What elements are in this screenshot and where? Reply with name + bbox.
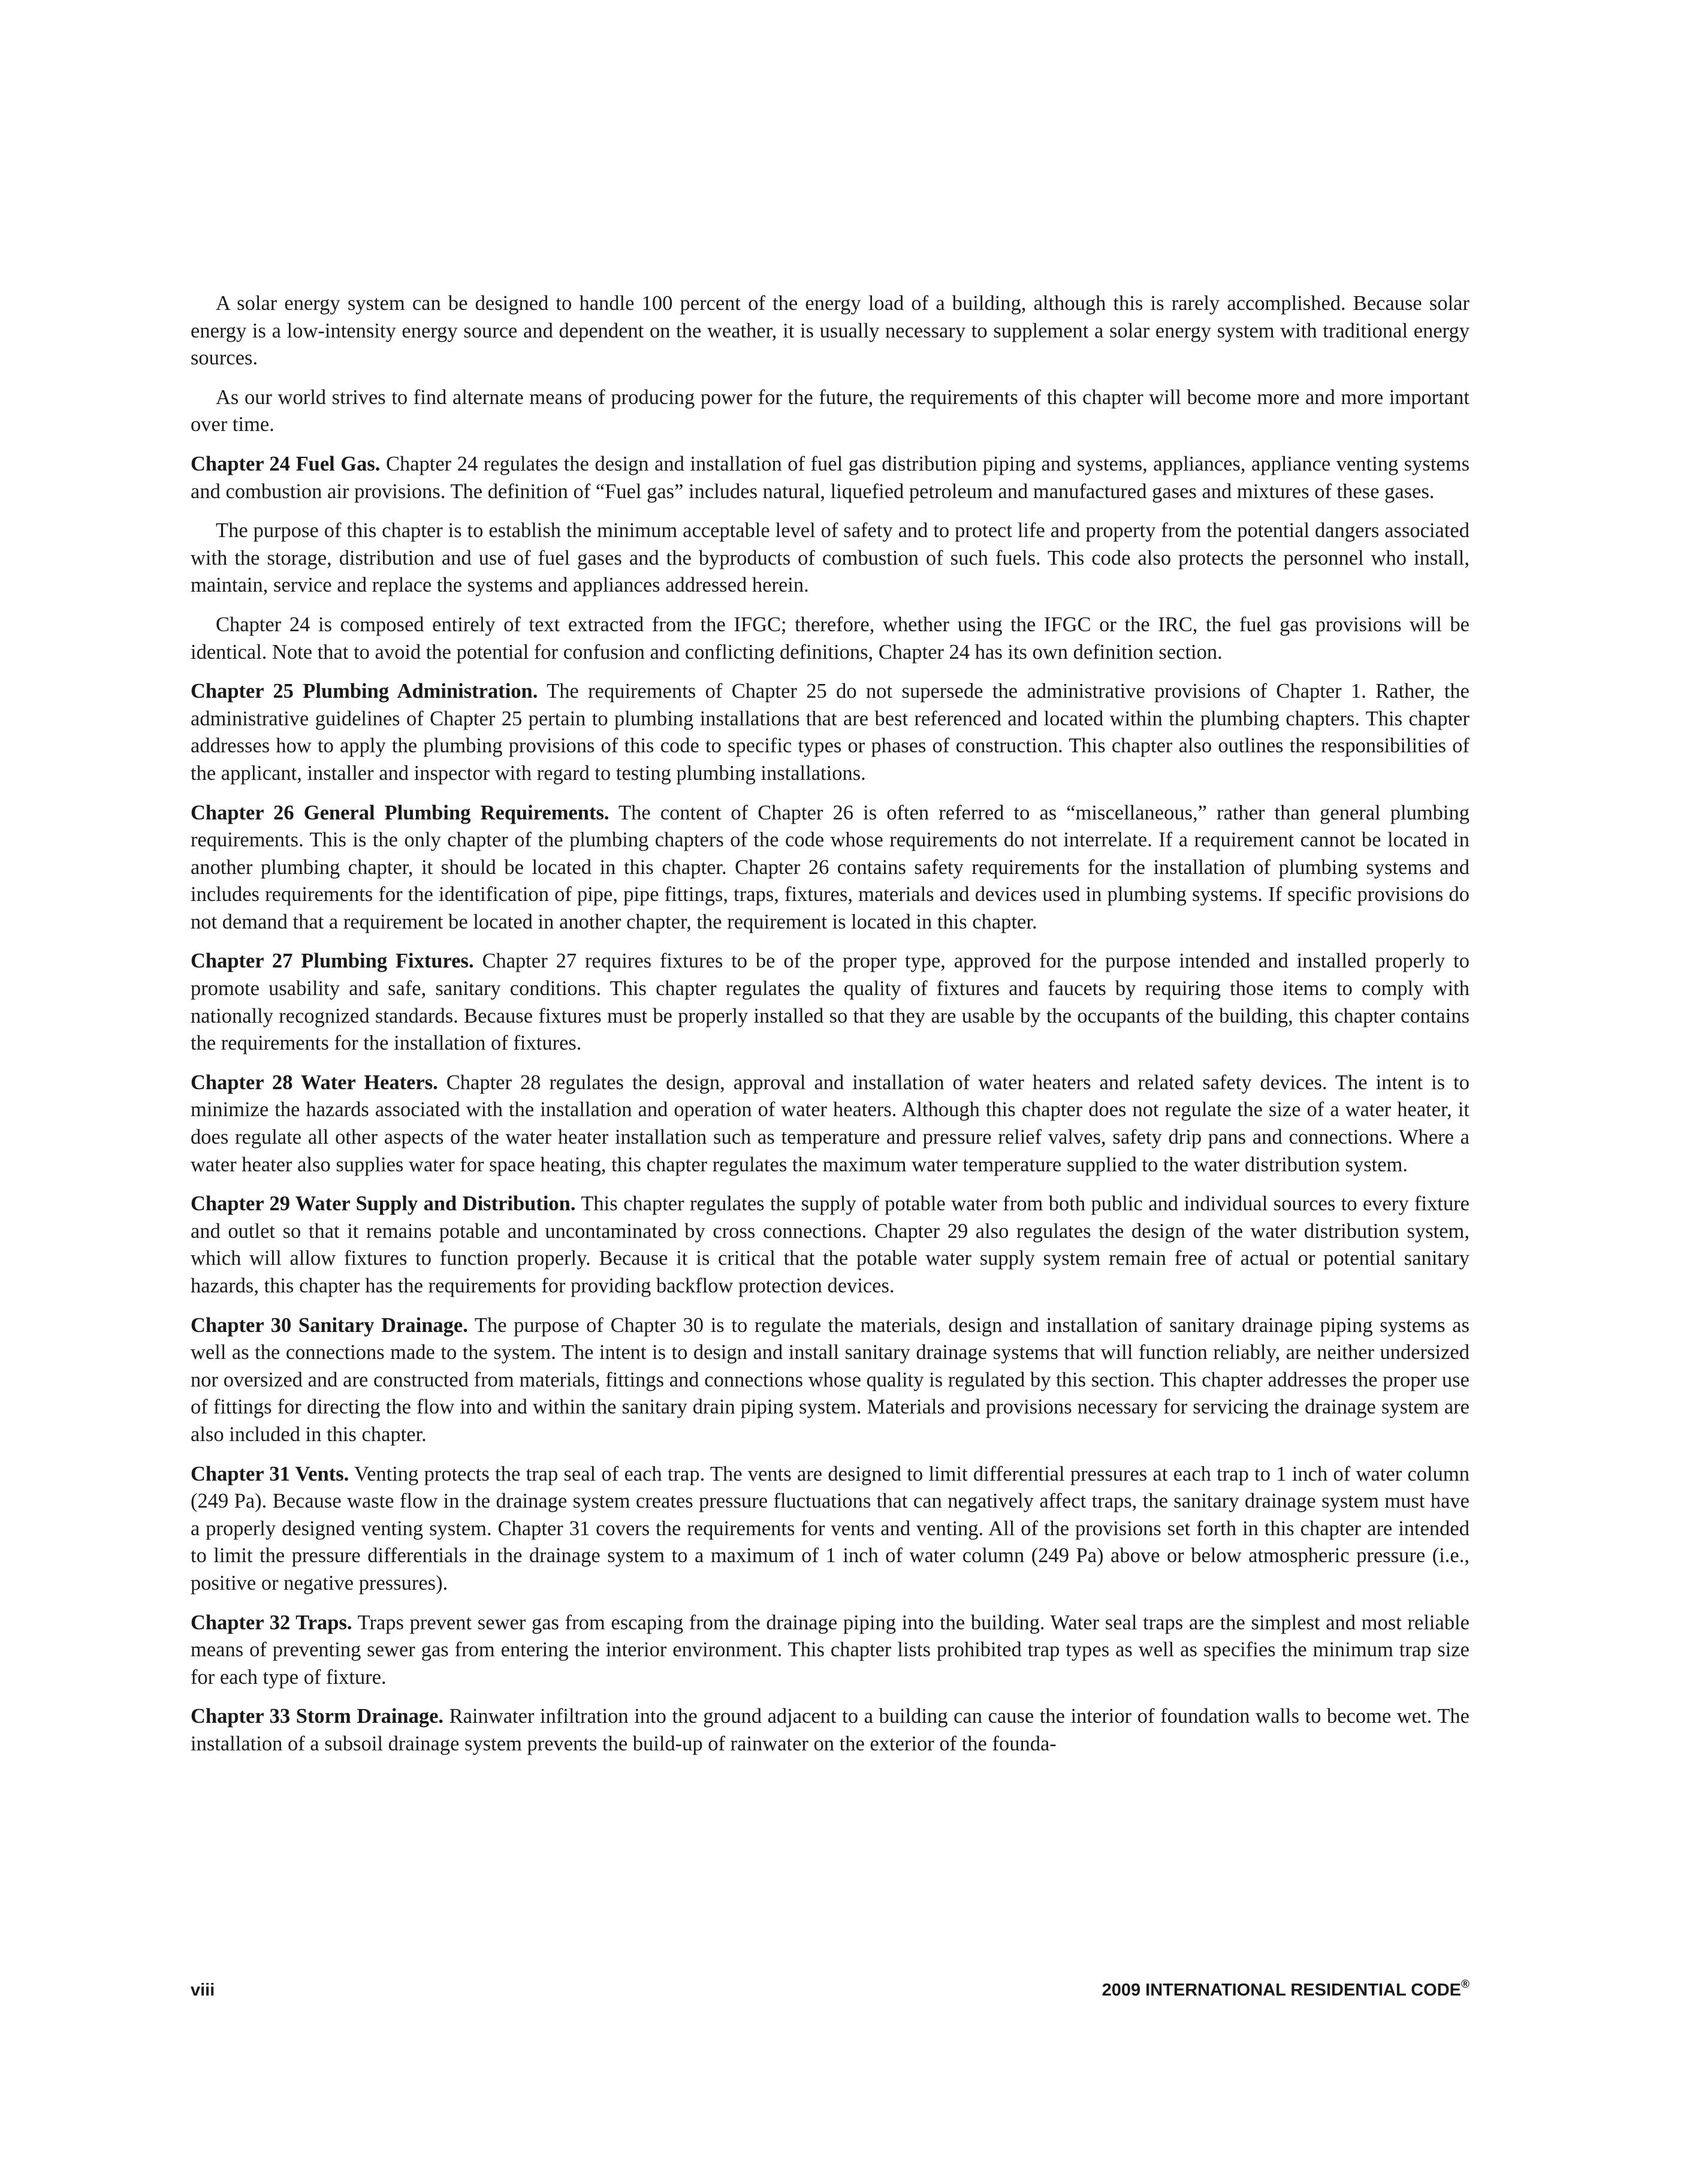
chapter-heading: Chapter 30 Sanitary Drainage.: [191, 1313, 468, 1337]
paragraph-text: The purpose of this chapter is to establish the minimum acceptable level of safety and to protect life and property from the potential dangers associated with the storage, distribution and use of fuel gases and the byproducts of combustion of such fuels. This code also protects the personnel who install, maintain, service and replace the systems and appliances addressed herein.: [191, 519, 1469, 597]
paragraph-text: Venting protects the trap seal of each trap. The vents are designed to limit differential pressures at each trap to 1 inch of water column (249 Pa). Because waste flow in the drainage system creates pressure fluctuations that can negatively affect traps, the sanitary drainage system must have a properly designed venting system. Chapter 31 covers the requirements for vents and venting. All of the provisions set forth in this chapter are intended to limit the pressure differentials in the drainage system to a maximum of 1 inch of water column (249 Pa) above or below atmospheric pressure (i.e., positive or negative pressures).: [191, 1462, 1469, 1595]
chapter-heading: Chapter 32 Traps.: [191, 1611, 352, 1634]
body-text: [191, 290, 1469, 1770]
chapter-heading: Chapter 31 Vents.: [191, 1462, 349, 1485]
registered-mark: ®: [1461, 1978, 1469, 1991]
page-footer: [191, 1978, 1469, 2005]
paragraph-solar-1: [191, 290, 1469, 372]
paragraph-text: Chapter 27 requires fixtures to be of the proper type, approved for the purpose intended and installed properly to promote usability and safe, sanitary conditions. This chapter regulates the quality of fixtures and faucets by requiring those items to comply with nationally recognized standards. Because fixtures must be properly installed so that they are usable by the occupants of the building, this chapter contains the requirements for the installation of fixtures.: [191, 950, 1469, 1055]
chapter-heading: Chapter 33 Storm Drainage.: [191, 1705, 444, 1728]
footer-title: [1102, 1978, 1469, 2000]
paragraph-chapter-30: [191, 1312, 1469, 1449]
paragraph-chapter-29: [191, 1190, 1469, 1300]
paragraph-chapter-24-ifgc: [191, 611, 1469, 666]
paragraph-chapter-32: [191, 1610, 1469, 1692]
paragraph-text: Chapter 24 is composed entirely of text extracted from the IFGC; therefore, whether using the IFGC or the IRC, the fuel gas provisions will be identical. Note that to avoid the potential for confusion and conflicting definitions, Chapter 24 has its own definition section.: [191, 613, 1469, 664]
paragraph-text: Rainwater infiltration into the ground adjacent to a building can cause the interior of foundation walls to become wet. The installation of a subsoil drainage system prevents the build-up of rainwater on the exterior of the founda-: [191, 1705, 1469, 1755]
paragraph-text: Chapter 24 regulates the design and installation of fuel gas distribution piping and systems, appliances, appliance venting systems and combustion air provisions. The definition of “Fuel gas” includes natural, liquefied petroleum and manufactured gases and mixtures of these gases.: [191, 452, 1470, 503]
paragraph-chapter-28: [191, 1069, 1469, 1179]
paragraph-chapter-25: [191, 678, 1469, 787]
chapter-heading: Chapter 27 Plumbing Fixtures.: [191, 950, 474, 973]
paragraph-chapter-27: [191, 948, 1469, 1057]
chapter-heading: Chapter 24 Fuel Gas.: [191, 452, 381, 475]
paragraph-chapter-33: [191, 1703, 1469, 1758]
paragraph-chapter-24-purpose: [191, 517, 1469, 599]
paragraph-text: This chapter regulates the supply of potable water from both public and individual sources to every fixture and outlet so that it remains potable and uncontaminated by cross connections. Chapter 29 also regulates the design of the water distribution system, which will allow fixtures to function properly. Because it is critical that the potable water supply system remain free of actual or potential sanitary hazards, this chapter has the requirements for providing backflow protection devices.: [191, 1192, 1469, 1297]
paragraph-text: Traps prevent sewer gas from escaping from the drainage piping into the building. Water seal traps are the simplest and most reliable means of preventing sewer gas from entering the interior environment. This chapter lists prohibited trap types as well as specifies the minimum trap size for each type of fixture.: [191, 1611, 1469, 1689]
paragraph-text: As our world strives to find alternate means of producing power for the future, the requirements of this chapter will become more and more important over time.: [191, 385, 1469, 436]
paragraph-text: The content of Chapter 26 is often referred to as “miscellaneous,” rather than general plumbing requirements. This is the only chapter of the plumbing chapters of the code whose requirements do not interrelate. If a requirement cannot be located in another plumbing chapter, it should be located in this chapter. Chapter 26 contains safety requirements for the installation of plumbing systems and includes requirements for the identification of pipe, pipe fittings, traps, fixtures, materials and devices used in plumbing systems. If specific provisions do not demand that a requirement be located in another chapter, the requirement is located in this chapter.: [191, 801, 1469, 933]
paragraph-text: The purpose of Chapter 30 is to regulate the materials, design and installation of sanitary drainage piping systems as well as the connections made to the system. The intent is to design and install sanitary drainage systems that will function reliably, are neither undersized nor oversized and are constructed from materials, fittings and connections whose quality is regulated by this section. This chapter addresses the proper use of fittings for directing the flow into and within the sanitary drain piping system. Materials and provisions necessary for servicing the drainage system are also included in this chapter.: [191, 1313, 1469, 1446]
paragraph-text: Chapter 28 regulates the design, approval and installation of water heaters and related safety devices. The intent is to minimize the hazards associated with the installation and operation of water heaters. Although this chapter does not regulate the size of a water heater, it does regulate all other aspects of the water heater installation such as temperature and pressure relief valves, safety drip pans and connections. Where a water heater also supplies water for space heating, this chapter regulates the maximum water temperature supplied to the water distribution system.: [191, 1071, 1469, 1176]
chapter-heading: Chapter 25 Plumbing Administration.: [191, 680, 538, 703]
paragraph-chapter-26: [191, 800, 1469, 936]
footer-title-text: 2009 INTERNATIONAL RESIDENTIAL CODE: [1102, 1981, 1461, 2000]
chapter-heading: Chapter 29 Water Supply and Distribution.: [191, 1192, 576, 1216]
paragraph-text: The requirements of Chapter 25 do not supersede the administrative provisions of Chapter 1. Rather, the administrative guidelines of Chapter 25 pertain to plumbing installations that are best referenced and located within the plumbing chapters. This chapter addresses how to apply the plumbing provisions of this code to specific types or phases of construction. This chapter also outlines the responsibilities of the applicant, installer and inspector with regard to testing plumbing installations.: [191, 680, 1469, 785]
page-number: viii: [191, 1981, 215, 2000]
chapter-heading: Chapter 28 Water Heaters.: [191, 1071, 438, 1094]
chapter-heading: Chapter 26 General Plumbing Requirements.: [191, 801, 609, 824]
paragraph-chapter-31: [191, 1461, 1469, 1598]
paragraph-chapter-24: [191, 451, 1469, 505]
paragraph-solar-2: [191, 384, 1469, 439]
paragraph-text: A solar energy system can be designed to handle 100 percent of the energy load of a building, although this is rarely accomplished. Because solar energy is a low-intensity energy source and dependent on the weather, it is usually necessary to supplement a solar energy system with traditional energy sources.: [191, 292, 1469, 370]
